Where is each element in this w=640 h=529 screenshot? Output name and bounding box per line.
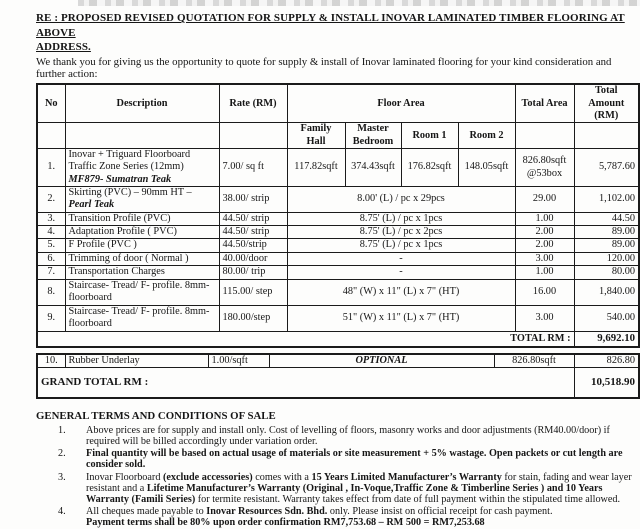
term-number: 3. [58, 471, 66, 483]
table-header-row-2 [37, 123, 639, 149]
cell-amount: 540.00 [574, 305, 639, 331]
cell-amount: 89.00 [574, 226, 639, 239]
header-empty [219, 123, 287, 149]
term-text: Above prices are for supply and install only. Cost of levelling of floors, masonry works and door adjustments (RM40.00/door) if required will be billed accordingly under variation order. [86, 424, 610, 447]
cell-amount: 826.80 [574, 354, 639, 368]
scan-artifact [78, 0, 640, 6]
cell-rate: 38.00/ strip [219, 187, 287, 213]
cell-floor-area: - [287, 252, 515, 265]
cell-description: Rubber Underlay [65, 354, 208, 368]
grand-total-value: 10,518.90 [574, 368, 639, 398]
cell-rate: 40.00/door [219, 252, 287, 265]
term-text: All cheques made payable to Inovar Resources Sdn. Bhd. only. Please insist on official receipt for cash payment. Payment terms shall be 80% upon order confirmation RM7,753.68 – RM 500 = RM7,253.68 [86, 506, 553, 529]
table-row-5 [37, 239, 639, 252]
cell-floor-area: 8.75' (L) / pc x 1pcs [287, 239, 515, 252]
term-item-2 [36, 448, 640, 470]
header-empty [37, 123, 65, 149]
grand-total-label: GRAND TOTAL RM : [37, 368, 574, 398]
cell-rate: 44.50/ strip [219, 226, 287, 239]
subject-line-1: RE : PROPOSED REVISED QUOTATION FOR SUPPLY & INSTALL INOVAR LAMINATED TIMBER FLOORING AT ABOVE [36, 12, 625, 39]
cell-total-area: 16.00 [515, 279, 574, 305]
intro-paragraph: We thank you for giving us the opportunity to quote for supply & install of Inovar laminated flooring for your kind consideration and further action: [36, 55, 612, 80]
total-value: 9,692.10 [574, 331, 639, 347]
subject-heading [36, 11, 636, 55]
header-room-2: Room 2 [458, 123, 515, 149]
term-text: Final quantity will be based on actual usage of materials or site measurement + 5% wastage. Open packets or cut length are consider sold. [86, 448, 623, 471]
header-empty [65, 123, 219, 149]
cell-rate: 44.50/ strip [219, 212, 287, 225]
subject-line-2: ADDRESS. [36, 41, 91, 54]
terms-heading: GENERAL TERMS AND CONDITIONS OF SALE [36, 409, 276, 422]
term-item-3 [36, 472, 640, 506]
cell-amount: 44.50 [574, 212, 639, 225]
cell-amount: 120.00 [574, 252, 639, 265]
term-item-1 [36, 425, 640, 447]
cell-rate: 7.00/ sq ft [219, 149, 287, 187]
cell-rate: 44.50/strip [219, 239, 287, 252]
header-rate: Rate (RM) [219, 84, 287, 123]
cell-description: Transition Profile (PVC) [65, 212, 219, 225]
header-empty [574, 123, 639, 149]
cell-total-area: 1.00 [515, 266, 574, 279]
cell-total-area: 3.00 [515, 252, 574, 265]
cell-total-area: 3.00 [515, 305, 574, 331]
cell-no: 6. [37, 252, 65, 265]
header-empty [515, 123, 574, 149]
cell-master-bedroom: 374.43sqft [345, 149, 401, 187]
cell-amount: 80.00 [574, 266, 639, 279]
table-row-4 [37, 226, 639, 239]
cell-description: Staircase- Tread/ F- profile. 8mm-floorboard [65, 279, 219, 305]
cell-no: 7. [37, 266, 65, 279]
cell-amount: 1,840.00 [574, 279, 639, 305]
cell-floor-area: 8.75' (L) / pc x 2pcs [287, 226, 515, 239]
cell-no: 3. [37, 212, 65, 225]
cell-total-area: 2.00 [515, 226, 574, 239]
cell-floor-area: - [287, 266, 515, 279]
term-number: 4. [58, 506, 66, 518]
table-row-1 [37, 149, 639, 187]
cell-amount: 5,787.60 [574, 149, 639, 187]
term-number: 1. [58, 424, 66, 436]
cell-description: Staircase- Tread/ F- profile. 8mm-floorboard [65, 305, 219, 331]
cell-amount: 89.00 [574, 239, 639, 252]
cell-rate: 80.00/ trip [219, 266, 287, 279]
cell-description: Inovar + Triguard Floorboard Traffic Zone Series (12mm) MF879- Sumatran Teak [65, 149, 219, 187]
header-family-hall: Family Hall [287, 123, 345, 149]
cell-rate: 1.00/sqft [208, 354, 269, 368]
cell-amount: 1,102.00 [574, 187, 639, 213]
cell-description: Transportation Charges [65, 266, 219, 279]
cell-no: 5. [37, 239, 65, 252]
table-row-2 [37, 187, 639, 213]
header-total-area: Total Area [515, 84, 574, 123]
cell-total-area: 826.80sqft @53box [515, 149, 574, 187]
cell-no: 2. [37, 187, 65, 213]
header-total-amount: Total Amount (RM) [574, 84, 639, 123]
terms-section [36, 411, 640, 529]
cell-description: Trimming of door ( Normal ) [65, 252, 219, 265]
term-item-4 [36, 506, 640, 528]
cell-description: F Profile (PVC ) [65, 239, 219, 252]
table-row-10 [37, 354, 639, 368]
header-no: No [37, 84, 65, 123]
term-text: Inovar Floorboard (exclude accessories) comes with a 15 Years Limited Manufacturer’s Warranty for stain, fading and wear layer resistant and a Lifetime Manufacturer’s Warranty (Original , In-Voque,Traffic Zone & Timberline Series ) and 10 Years Warranty (Famili Series) for termite resistant. Warranty takes effect from date of full payment within the stipulated time allowed. [86, 471, 632, 506]
cell-room-1: 176.82sqft [401, 149, 458, 187]
cell-description: Adaptation Profile ( PVC) [65, 226, 219, 239]
header-room-1: Room 1 [401, 123, 458, 149]
header-description: Description [65, 84, 219, 123]
quotation-table [36, 83, 640, 348]
cell-total-area: 826.80sqft [494, 354, 574, 368]
term-number: 2. [58, 448, 66, 460]
cell-no: 10. [37, 354, 65, 368]
header-master-bedroom: Master Bedroom [345, 123, 401, 149]
cell-total-area: 1.00 [515, 212, 574, 225]
cell-rate: 180.00/step [219, 305, 287, 331]
cell-no: 1. [37, 149, 65, 187]
cell-no: 4. [37, 226, 65, 239]
table-row-8 [37, 279, 639, 305]
table-row-9 [37, 305, 639, 331]
cell-floor-area: 51" (W) x 11" (L) x 7" (HT) [287, 305, 515, 331]
table-row-6 [37, 252, 639, 265]
table-row-7 [37, 266, 639, 279]
cell-family-hall: 117.82sqft [287, 149, 345, 187]
table-header-row-1 [37, 84, 639, 123]
cell-no: 8. [37, 279, 65, 305]
cell-description: Skirting (PVC) – 90mm HT – Pearl Teak [65, 187, 219, 213]
optional-and-grand-total-table [36, 353, 640, 399]
grand-total-row [37, 368, 639, 398]
total-label: TOTAL RM : [37, 331, 574, 347]
cell-no: 9. [37, 305, 65, 331]
cell-rate: 115.00/ step [219, 279, 287, 305]
cell-total-area: 2.00 [515, 239, 574, 252]
cell-total-area: 29.00 [515, 187, 574, 213]
cell-floor-area: 8.75' (L) / pc x 1pcs [287, 212, 515, 225]
cell-floor-area: 48" (W) x 11" (L) x 7" (HT) [287, 279, 515, 305]
table-row-3 [37, 212, 639, 225]
total-row [37, 331, 639, 347]
header-floor-area: Floor Area [287, 84, 515, 123]
cell-optional-note: OPTIONAL [269, 354, 494, 368]
cell-room-2: 148.05sqft [458, 149, 515, 187]
cell-floor-area: 8.00' (L) / pc x 29pcs [287, 187, 515, 213]
